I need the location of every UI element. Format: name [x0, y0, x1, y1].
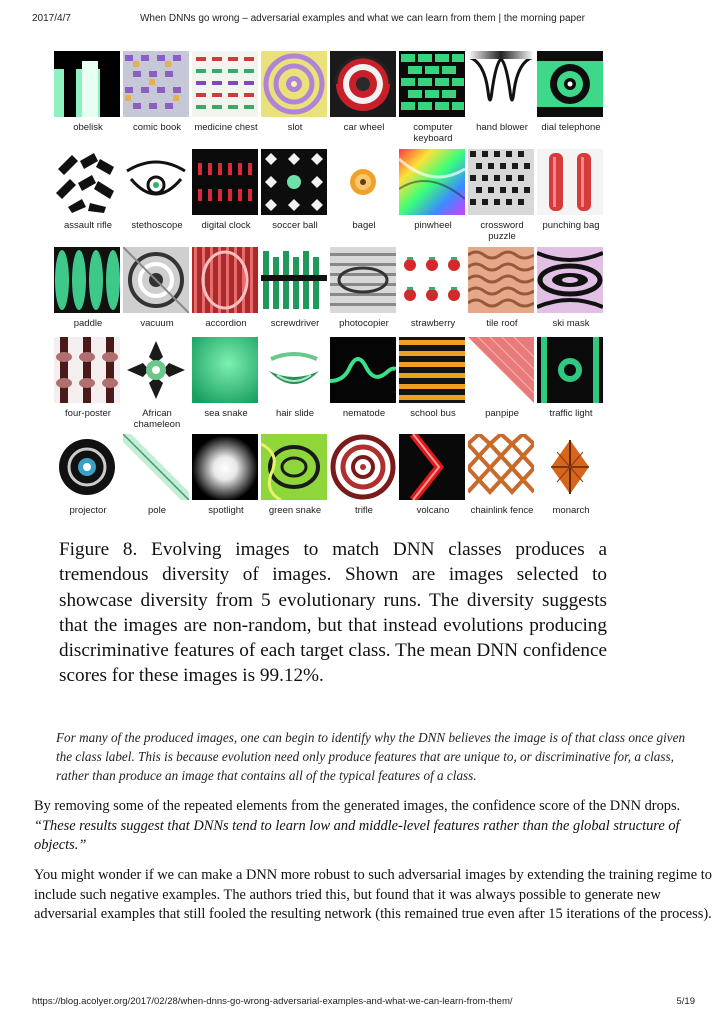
- class-label: photocopier: [339, 318, 389, 329]
- hair-slide-image: [261, 337, 327, 403]
- class-label: hand blower: [476, 122, 528, 133]
- sea-snake-image: [192, 337, 258, 403]
- african-chameleon-image: [123, 337, 189, 403]
- print-date: 2017/4/7: [32, 13, 71, 24]
- green-snake-image: [261, 434, 327, 500]
- class-label: accordion: [205, 318, 247, 329]
- pinwheel-image: [399, 149, 465, 215]
- punching-bag-image: [537, 149, 603, 215]
- class-label: slot: [287, 122, 303, 133]
- class-label: projector: [69, 505, 107, 516]
- class-label: soccer ball: [272, 220, 318, 231]
- grid-cell: [54, 51, 122, 134]
- class-label: four-poster: [65, 408, 111, 419]
- chainlink-fence-image: [468, 434, 534, 500]
- class-label: dial telephone: [541, 122, 601, 133]
- grid-cell: [399, 434, 467, 517]
- computer-keyboard-image: [399, 51, 465, 117]
- class-label: spotlight: [208, 505, 244, 516]
- grid-cell: [399, 337, 467, 420]
- body-paragraph: [34, 797, 714, 856]
- class-label: panpipe: [485, 408, 519, 419]
- class-label: computer keyboard: [413, 122, 453, 144]
- grid-cell: [123, 247, 191, 330]
- class-label: crossword puzzle: [480, 220, 524, 242]
- stethoscope-image: [123, 149, 189, 215]
- class-label: punching bag: [542, 220, 600, 231]
- page-number: 5/19: [676, 996, 695, 1007]
- class-label: paddle: [73, 318, 103, 329]
- screwdriver-image: [261, 247, 327, 313]
- class-label: stethoscope: [131, 220, 183, 231]
- class-label: chainlink fence: [470, 505, 534, 516]
- grid-cell: [330, 149, 398, 232]
- grid-cell: [123, 51, 191, 134]
- medicine-chest-image: [192, 51, 258, 117]
- grid-cell: [468, 149, 536, 242]
- class-label: African chameleon: [133, 408, 181, 430]
- volcano-image: [399, 434, 465, 500]
- class-label: pinwheel: [414, 220, 452, 231]
- grid-cell: [192, 434, 260, 517]
- monarch-image: [537, 434, 603, 500]
- strawberry-image: [399, 247, 465, 313]
- photocopier-image: [330, 247, 396, 313]
- grid-row: [54, 247, 606, 337]
- grid-cell: [330, 434, 398, 517]
- grid-cell: [399, 51, 467, 144]
- class-label: green snake: [268, 505, 322, 516]
- grid-cell: [468, 247, 536, 330]
- digital-clock-image: [192, 149, 258, 215]
- traffic-light-image: [537, 337, 603, 403]
- grid-row: [54, 149, 606, 247]
- tile-roof-image: [468, 247, 534, 313]
- class-label: medicine chest: [194, 122, 258, 133]
- grid-cell: [399, 247, 467, 330]
- grid-cell: [330, 51, 398, 134]
- grid-cell: [537, 51, 605, 134]
- grid-cell: [54, 149, 122, 232]
- grid-cell: [330, 337, 398, 420]
- class-label: tile roof: [486, 318, 518, 329]
- vacuum-image: [123, 247, 189, 313]
- hand-blower-image: [468, 51, 534, 117]
- grid-cell: [123, 434, 191, 517]
- class-label: strawberry: [410, 318, 456, 329]
- paragraph-text: By removing some of the repeated elements from the generated images, the confidence score of the DNN drops.: [34, 798, 681, 814]
- grid-cell: [537, 247, 605, 330]
- grid-cell: [261, 247, 329, 330]
- class-label: vacuum: [140, 318, 174, 329]
- grid-cell: [399, 149, 467, 232]
- class-label: hair slide: [275, 408, 315, 419]
- grid-cell: [192, 247, 260, 330]
- class-label: ski mask: [552, 318, 590, 329]
- ski-mask-image: [537, 247, 603, 313]
- class-label: pole: [148, 505, 166, 516]
- grid-cell: [192, 337, 260, 420]
- soccer-ball-image: [261, 149, 327, 215]
- four-poster-image: [54, 337, 120, 403]
- inline-quote: “These results suggest that DNNs tend to learn low and middle-level features rather than the global structure of objects.”: [34, 817, 680, 853]
- spotlight-image: [192, 434, 258, 500]
- grid-cell: [330, 247, 398, 330]
- grid-cell: [54, 247, 122, 330]
- figure-caption: Figure 8. Evolving images to match DNN classes produces a tremendous diversity of images. Shown are images selected to showcase diversity from 5 evolutionary runs. The diversity suggests that the images are non-random, but that instead evolutions producing discriminative features of each target class. The mean DNN confidence scores for these images is 99.12%.: [59, 539, 607, 687]
- class-label: car wheel: [343, 122, 385, 133]
- figure-image-grid: [54, 51, 606, 532]
- panpipe-image: [468, 337, 534, 403]
- grid-cell: [468, 434, 536, 517]
- body-paragraph: You might wonder if we can make a DNN more robust to such adversarial images by extending the training regime to include such negative examples. The authors tried this, but found that it was always possible to generate new adversarial examples that still fooled the resulting network (this remained true even after 15 iterations of the process).: [34, 867, 712, 922]
- assault-rifle-image: [54, 149, 120, 215]
- class-label: sea snake: [204, 408, 248, 419]
- grid-cell: [192, 51, 260, 134]
- class-label: school bus: [410, 408, 456, 419]
- grid-cell: [537, 337, 605, 420]
- class-label: obelisk: [73, 122, 103, 133]
- car-wheel-image: [330, 51, 396, 117]
- bagel-image: [330, 149, 396, 215]
- crossword-puzzle-image: [468, 149, 534, 215]
- slot-image: [261, 51, 327, 117]
- projector-image: [54, 434, 120, 500]
- accordion-image: [192, 247, 258, 313]
- block-quote: For many of the produced images, one can begin to identify why the DNN believes the image is of that class once given the class label. This is because evolution need only produce features that are unique to, or discriminative for, a class, rather than produce an image that contains all of the typical features of a class.: [56, 730, 686, 783]
- class-label: bagel: [352, 220, 376, 231]
- grid-row: [54, 51, 606, 149]
- class-label: monarch: [552, 505, 590, 516]
- grid-cell: [54, 337, 122, 420]
- page-title: When DNNs go wrong – adversarial examples and what we can learn from them | the morning paper: [139, 13, 586, 24]
- trifle-image: [330, 434, 396, 500]
- grid-cell: [468, 337, 536, 420]
- page-url: https://blog.acolyer.org/2017/02/28/when-dnns-go-wrong-adversarial-examples-and-what-we-can-learn-from-them/: [32, 996, 513, 1007]
- class-label: digital clock: [201, 220, 251, 231]
- comic-book-image: [123, 51, 189, 117]
- obelisk-image: [54, 51, 120, 117]
- grid-row: [54, 337, 606, 434]
- grid-cell: [192, 149, 260, 232]
- grid-cell: [261, 51, 329, 134]
- grid-cell: [537, 434, 605, 517]
- class-label: traffic light: [549, 408, 593, 419]
- grid-cell: [261, 434, 329, 517]
- grid-cell: [54, 434, 122, 517]
- grid-cell: [261, 337, 329, 420]
- paddle-image: [54, 247, 120, 313]
- class-label: screwdriver: [270, 318, 320, 329]
- grid-cell: [468, 51, 536, 134]
- class-label: nematode: [342, 408, 386, 419]
- grid-cell: [537, 149, 605, 232]
- class-label: volcano: [416, 505, 450, 516]
- class-label: trifle: [355, 505, 373, 516]
- grid-row: [54, 434, 606, 532]
- dial-telephone-image: [537, 51, 603, 117]
- nematode-image: [330, 337, 396, 403]
- school-bus-image: [399, 337, 465, 403]
- class-label: comic book: [132, 122, 182, 133]
- pole-image: [123, 434, 189, 500]
- grid-cell: [123, 149, 191, 232]
- class-label: assault rifle: [63, 220, 113, 231]
- grid-cell: [261, 149, 329, 232]
- grid-cell: [123, 337, 191, 430]
